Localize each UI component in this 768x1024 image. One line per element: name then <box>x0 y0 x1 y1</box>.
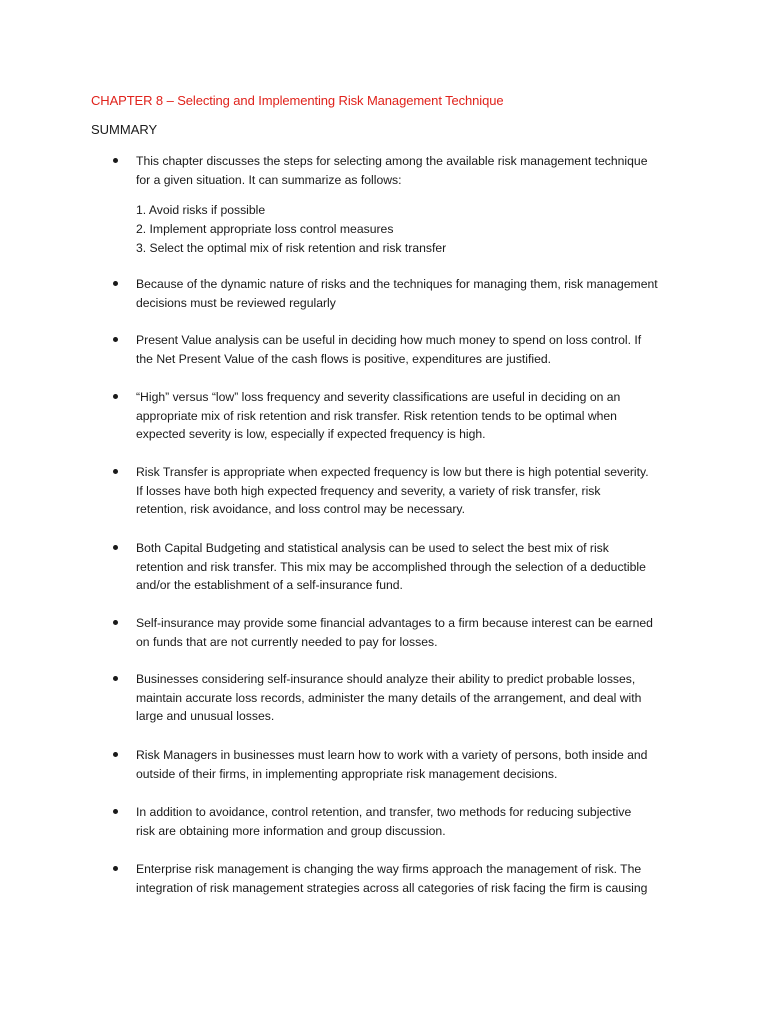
bullet-dot-icon <box>113 281 118 286</box>
summary-bullet <box>113 614 683 651</box>
step-item: 1. Avoid risks if possible <box>136 203 266 218</box>
bullet-text-line: “High” versus “low” loss frequency and severity classifications are useful in deciding on an <box>136 390 621 404</box>
summary-bullet <box>113 803 683 840</box>
bullet-dot-icon <box>113 809 118 814</box>
bullet-text-line: for a given situation. It can summarize as follows: <box>136 172 402 187</box>
bullet-dot-icon <box>113 866 118 871</box>
summary-bullet <box>113 388 683 444</box>
bullet-text-line: Businesses considering self-insurance should analyze their ability to predict probable losses, <box>136 672 636 686</box>
bullet-dot-icon <box>113 545 118 550</box>
summary-bullet <box>113 275 683 312</box>
bullet-text-line: expected severity is low, especially if expected frequency is high. <box>136 427 486 442</box>
bullet-text-line: If losses have both high expected frequency and severity, a variety of risk transfer, risk <box>136 483 601 498</box>
bullet-text-line: and/or the establishment of a self-insurance fund. <box>136 578 403 593</box>
bullet-text-line: appropriate mix of risk retention and risk transfer. Risk retention tends to be optimal when <box>136 408 617 423</box>
bullet-text-line: on funds that are not currently needed to pay for losses. <box>136 634 438 649</box>
chapter-title: CHAPTER 8 – Selecting and Implementing Risk Management Technique <box>91 93 504 108</box>
summary-heading: SUMMARY <box>91 122 158 137</box>
bullet-dot-icon <box>113 337 118 342</box>
bullet-text-line: retention, risk avoidance, and loss control may be necessary. <box>136 502 466 517</box>
summary-bullet <box>113 539 683 595</box>
bullet-text-line: outside of their firms, in implementing appropriate risk management decisions. <box>136 766 558 781</box>
steps-list <box>136 201 683 257</box>
bullet-text-line: large and unusual losses. <box>136 709 275 724</box>
summary-bullet <box>113 152 683 258</box>
summary-bullet <box>113 746 683 783</box>
summary-bullet <box>113 331 683 368</box>
step-item: 2. Implement appropriate loss control measures <box>136 222 394 237</box>
bullet-text-line: integration of risk management strategies across all categories of risk facing the firm is causing <box>136 880 648 895</box>
step-item: 3. Select the optimal mix of risk retention and risk transfer <box>136 240 447 255</box>
bullet-text-line: Enterprise risk management is changing the way firms approach the management of risk. The <box>136 862 642 876</box>
summary-bullet <box>113 860 683 897</box>
bullet-dot-icon <box>113 158 118 163</box>
summary-bullet <box>113 463 683 519</box>
bullet-text-line: retention and risk transfer. This mix may be accomplished through the selection of a deductible <box>136 559 646 574</box>
summary-bullet <box>113 670 683 726</box>
bullet-text-line: Both Capital Budgeting and statistical analysis can be used to select the best mix of risk <box>136 541 609 555</box>
bullet-dot-icon <box>113 752 118 757</box>
bullet-text-line: decisions must be reviewed regularly <box>136 295 336 310</box>
bullet-text-line: This chapter discusses the steps for selecting among the available risk management technique <box>136 154 648 168</box>
bullet-text-line: risk are obtaining more information and group discussion. <box>136 823 446 838</box>
bullet-dot-icon <box>113 394 118 399</box>
bullet-dot-icon <box>113 676 118 681</box>
bullet-text-line: the Net Present Value of the cash flows is positive, expenditures are justified. <box>136 351 552 366</box>
bullet-dot-icon <box>113 620 118 625</box>
bullet-text-line: In addition to avoidance, control retention, and transfer, two methods for reducing subjective <box>136 805 632 819</box>
bullet-text-line: maintain accurate loss records, administer the many details of the arrangement, and deal with <box>136 690 642 705</box>
bullet-text-line: Risk Transfer is appropriate when expected frequency is low but there is high potential severity. <box>136 465 649 479</box>
bullet-text-line: Because of the dynamic nature of risks and the techniques for managing them, risk management <box>136 277 658 291</box>
bullet-text-line: Risk Managers in businesses must learn how to work with a variety of persons, both inside and <box>136 748 648 762</box>
bullet-dot-icon <box>113 469 118 474</box>
bullet-text-line: Present Value analysis can be useful in deciding how much money to spend on loss control. If <box>136 333 642 347</box>
bullet-text-line: Self-insurance may provide some financial advantages to a firm because interest can be earned <box>136 616 653 630</box>
